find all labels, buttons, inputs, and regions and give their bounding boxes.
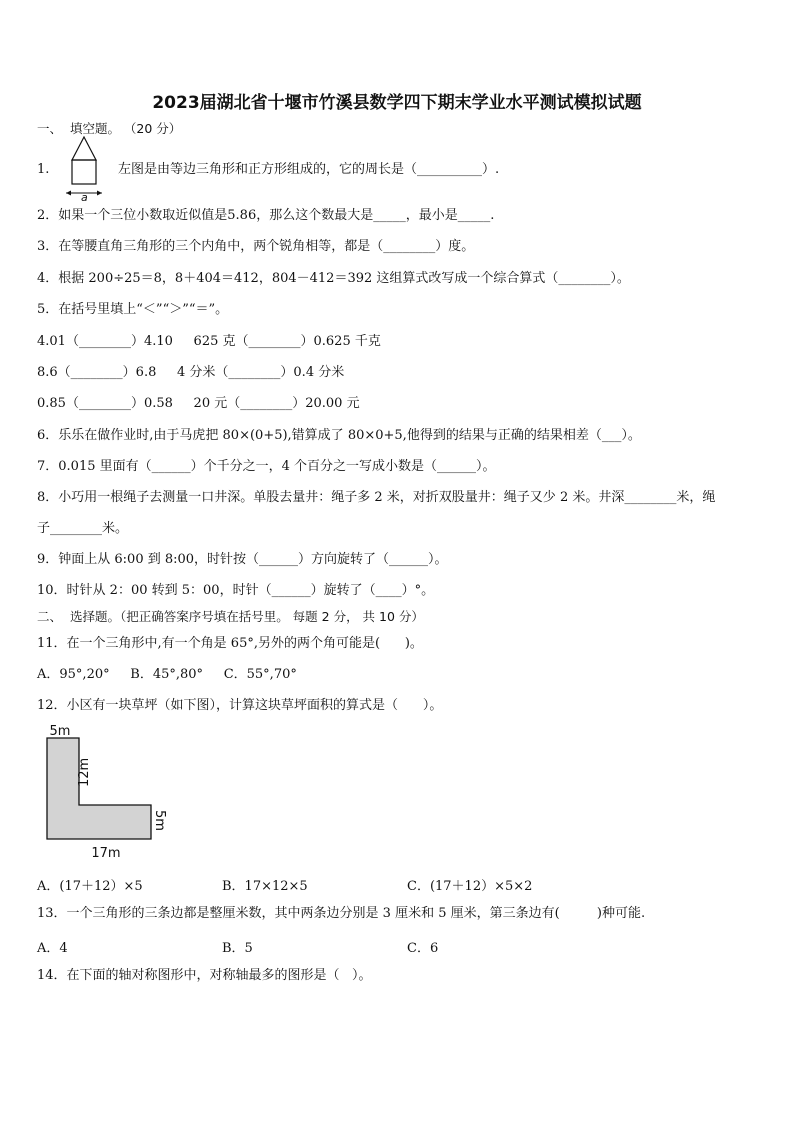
question-13-option-c: C．6 — [407, 941, 439, 956]
question-12-option-c: C．(17＋12）×5×2 — [407, 879, 533, 894]
question-8-line-1: 8．小巧用一根绳子去测量一口井深。单股去量井：绳子多 2 米，对折双股量井：绳子又少 2 米。井深________米，绳 — [37, 490, 716, 505]
question-5-row-1: 4.01（________）4.10 625 克（________）0.625 千克 — [37, 334, 381, 349]
section-heading-multiple-choice: 二、 选择题。（把正确答案序号填在括号里。 每题 2 分， 共 10 分） — [37, 609, 424, 624]
question-10: 10．时针从 2：00 转到 5：00，时针（______）旋转了（____）°。 — [37, 583, 435, 598]
lawn-bottom-label: 17m — [91, 846, 121, 861]
question-8-line-2: 子________米。 — [37, 521, 129, 536]
l-shaped-lawn-figure — [30, 720, 180, 865]
question-12-option-b: B．17×12×5 — [222, 879, 308, 894]
lawn-side-label: 12m — [77, 757, 92, 787]
question-13-option-b: B．5 — [222, 941, 253, 956]
question-11: 11．在一个三角形中,有一个角是 65°,另外的两个角可能是( )。 — [37, 636, 423, 651]
question-5-row-2: 8.6（________）6.8 4 分米（________）0.4 分米 — [37, 365, 345, 380]
question-14: 14．在下面的轴对称图形中，对称轴最多的图形是（ ）。 — [37, 968, 372, 983]
figure-label-a: a — [81, 191, 88, 203]
question-12: 12．小区有一块草坪（如下图），计算这块草坪面积的算式是（ ）。 — [37, 698, 443, 713]
question-9: 9．钟面上从 6:00 到 8:00，时针按（______）方向旋转了（______）。 — [37, 552, 448, 567]
question-2: 2．如果一个三位小数取近似值是5.86，那么这个数最大是_____，最小是_____. — [37, 208, 495, 223]
question-7: 7．0.015 里面有（______）个千分之一，4 个百分之一写成小数是（______）。 — [37, 459, 496, 474]
question-1-text: 左图是由等边三角形和正方形组成的，它的周长是（__________）. — [118, 162, 500, 177]
question-13: 13．一个三角形的三条边都是整厘米数，其中两条边分别是 3 厘米和 5 厘米，第三条边有( )种可能. — [37, 906, 646, 921]
lawn-right-label: 5m — [152, 810, 167, 831]
question-11-options: A．95°,20° B．45°,80° C．55°,70° — [37, 667, 297, 682]
question-13-option-a: A．4 — [37, 941, 68, 956]
question-5: 5．在括号里填上“＜”“＞”“＝”。 — [37, 302, 229, 317]
triangle-square-figure — [62, 135, 106, 203]
lawn-top-label: 5m — [49, 724, 71, 739]
question-12-option-a: A．(17＋12）×5 — [37, 879, 143, 894]
question-6: 6．乐乐在做作业时,由于马虎把 80×(0+5),错算成了 80×0+5,他得到的结果与正确的结果相差（___）。 — [37, 428, 641, 443]
question-4: 4．根据 200÷25＝8，8＋404＝412，804－412＝392 这组算式改写成一个综合算式（________）。 — [37, 271, 630, 286]
section-heading-fill-blank: 一、 填空题。 （20 分） — [37, 121, 182, 136]
question-3: 3．在等腰直角三角形的三个内角中，两个锐角相等，都是（________）度。 — [37, 239, 475, 254]
question-1-number: 1. — [37, 162, 50, 177]
page-title: 2023届湖北省十堰市竹溪县数学四下期末学业水平测试模拟试题 — [152, 93, 642, 113]
question-5-row-3: 0.85（________）0.58 20 元（________）20.00 元 — [37, 396, 360, 411]
